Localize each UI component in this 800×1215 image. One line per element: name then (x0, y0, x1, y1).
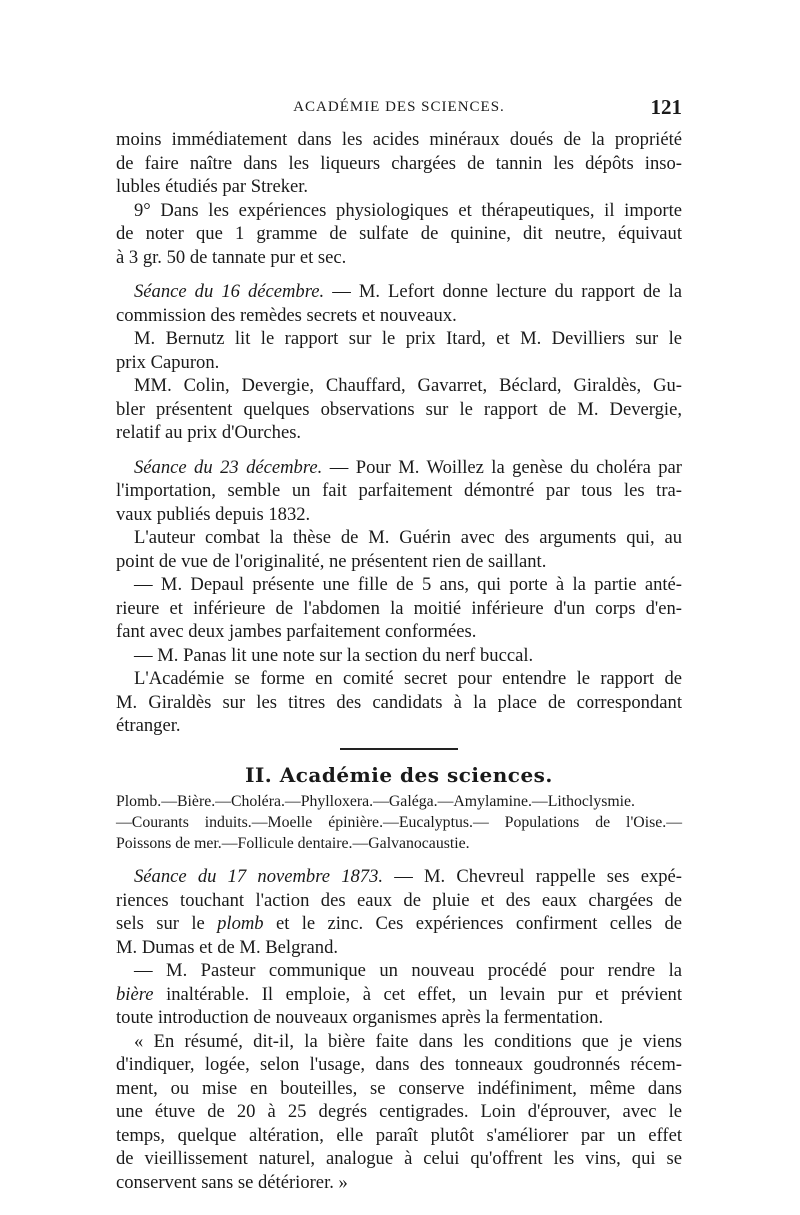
text-line: étranger. (116, 715, 181, 736)
text-line (116, 280, 682, 304)
text-run: sels sur le (116, 913, 218, 934)
text-line: MM. Colin, Devergie, Chauffard, Gavarret, Béclard, Giraldès, Gu- (134, 375, 682, 396)
text-line: — M. Depaul présente une fille de 5 ans, qui porte à la partie anté- (134, 574, 682, 595)
text-line: prix Capuron. (116, 351, 220, 373)
paragraph (116, 667, 682, 738)
section-title: II. Académie des sciences. (245, 762, 553, 787)
paragraph (116, 865, 682, 959)
page-number: 121 (650, 95, 682, 119)
session-date: Séance du 17 novembre 1873. (134, 866, 384, 887)
text-line: fant avec deux jambes parfaitement conformées. (116, 621, 477, 642)
paragraph (116, 1030, 682, 1195)
text-line: rieure et inférieure de l'abdomen la moitié inférieure d'un corps d'en- (116, 597, 682, 619)
text-line: L'Académie se forme en comité secret pour entendre le rapport de (134, 668, 682, 689)
text-line: de noter que 1 gramme de sulfate de quinine, dit neutre, équivaut (116, 223, 682, 244)
text-line: moins immédiatement dans les acides minéraux doués de la propriété (116, 129, 682, 150)
text-line: 9° Dans les expériences physiologiques et thérapeutiques, il importe (134, 199, 682, 221)
text-line: — M. Panas lit une note sur la section du nerf buccal. (134, 644, 534, 666)
text-line: l'importation, semble un fait parfaitement démontré par tous les tra- (116, 480, 682, 501)
spacer (116, 445, 682, 456)
text-line (116, 912, 682, 936)
text-run: — M. Lefort donne lecture du rapport de la (324, 281, 682, 302)
text-line: d'indiquer, logée, selon l'usage, dans des tonneaux goudronnés récem- (116, 1054, 682, 1075)
keyword: bière (116, 983, 154, 1005)
text-line: L'auteur combat la thèse de M. Guérin avec des arguments qui, au (134, 527, 682, 548)
text-run: inaltérable. Il emploie, à cet effet, un levain pur et prévient (153, 983, 682, 1005)
text-line: temps, quelque altération, elle paraît plutôt s'améliorer par un effet (116, 1124, 682, 1146)
text-line: bler présentent quelques observations sur le rapport de M. Devergie, (116, 398, 682, 420)
paragraph (116, 644, 682, 668)
text-line: point de vue de l'originalité, ne présentent rien de saillant. (116, 550, 547, 572)
page-header (116, 97, 682, 121)
text-run: et le zinc. Ces expériences confirment celles de (263, 913, 682, 934)
text-line (116, 865, 682, 889)
session-date: Séance du 23 décembre. (134, 456, 323, 478)
text-line: à 3 gr. 50 de tannate pur et sec. (116, 246, 347, 268)
text-line: de faire naître dans les liqueurs chargées de tannin les dépôts inso- (116, 152, 682, 174)
text-line: toute introduction de nouveaux organismes après la fermentation. (116, 1007, 604, 1028)
paragraph (116, 526, 682, 573)
text-line: commission des remèdes secrets et nouveaux. (116, 304, 457, 326)
text-line (116, 983, 682, 1007)
text-line: M. Bernutz lit le rapport sur le prix Itard, et M. Devilliers sur le (134, 328, 682, 349)
spacer (116, 854, 682, 865)
paragraph (116, 280, 682, 327)
text-line: de vieillissement naturel, analogue à celui qu'offrent les vins, qui se (116, 1148, 682, 1169)
text-line: M. Giraldès sur les titres des candidats à la place de correspondant (116, 691, 682, 713)
paragraph (116, 374, 682, 445)
session-date: Séance du 16 décembre. (134, 281, 325, 302)
text-run: — M. Chevreul rappelle ses expé- (383, 866, 682, 887)
summary-line: —Courants induits.—Moelle épinière.—Eucalyptus.— Populations de l'Oise.— (116, 814, 682, 831)
text-line: une étuve de 20 à 25 degrés centigrades. Loin d'éprouver, avec le (116, 1101, 682, 1122)
text-line (116, 456, 682, 480)
paragraph (116, 199, 682, 270)
paragraph (116, 327, 682, 374)
summary-line: Poissons de mer.—Follicule dentaire.—Galvanocaustie. (116, 835, 470, 852)
paragraph (116, 456, 682, 527)
text-line: vaux publiés depuis 1832. (116, 503, 311, 525)
running-title: ACADÉMIE DES SCIENCES. (293, 99, 505, 115)
text-line: relatif au prix d'Ourches. (116, 422, 302, 443)
paragraph (116, 573, 682, 644)
keyword: plomb (217, 913, 264, 934)
text-line: M. Dumas et de M. Belgrand. (116, 936, 339, 958)
spacer (116, 269, 682, 280)
page-body (116, 128, 682, 1194)
text-line: lubles étudiés par Streker. (116, 176, 309, 197)
text-line: « En résumé, dit-il, la bière faite dans les conditions que je viens (134, 1030, 682, 1052)
text-line: — M. Pasteur communique un nouveau procédé pour rendre la (134, 960, 682, 981)
paragraph (116, 959, 682, 1030)
paragraph (116, 128, 682, 199)
text-run: — Pour M. Woillez la genèse du choléra par (322, 456, 682, 478)
summary-line: Plomb.—Bière.—Choléra.—Phylloxera.—Galéga.—Amylamine.—Lithoclysmie. (116, 793, 636, 810)
section-divider (340, 748, 458, 750)
text-line: ment, ou mise en bouteilles, se conserve indéfiniment, même dans (116, 1077, 682, 1099)
section-summary (116, 791, 682, 854)
text-line: riences touchant l'action des eaux de pluie et des eaux chargées de (116, 889, 682, 911)
text-line: conservent sans se détériorer. » (116, 1171, 348, 1193)
